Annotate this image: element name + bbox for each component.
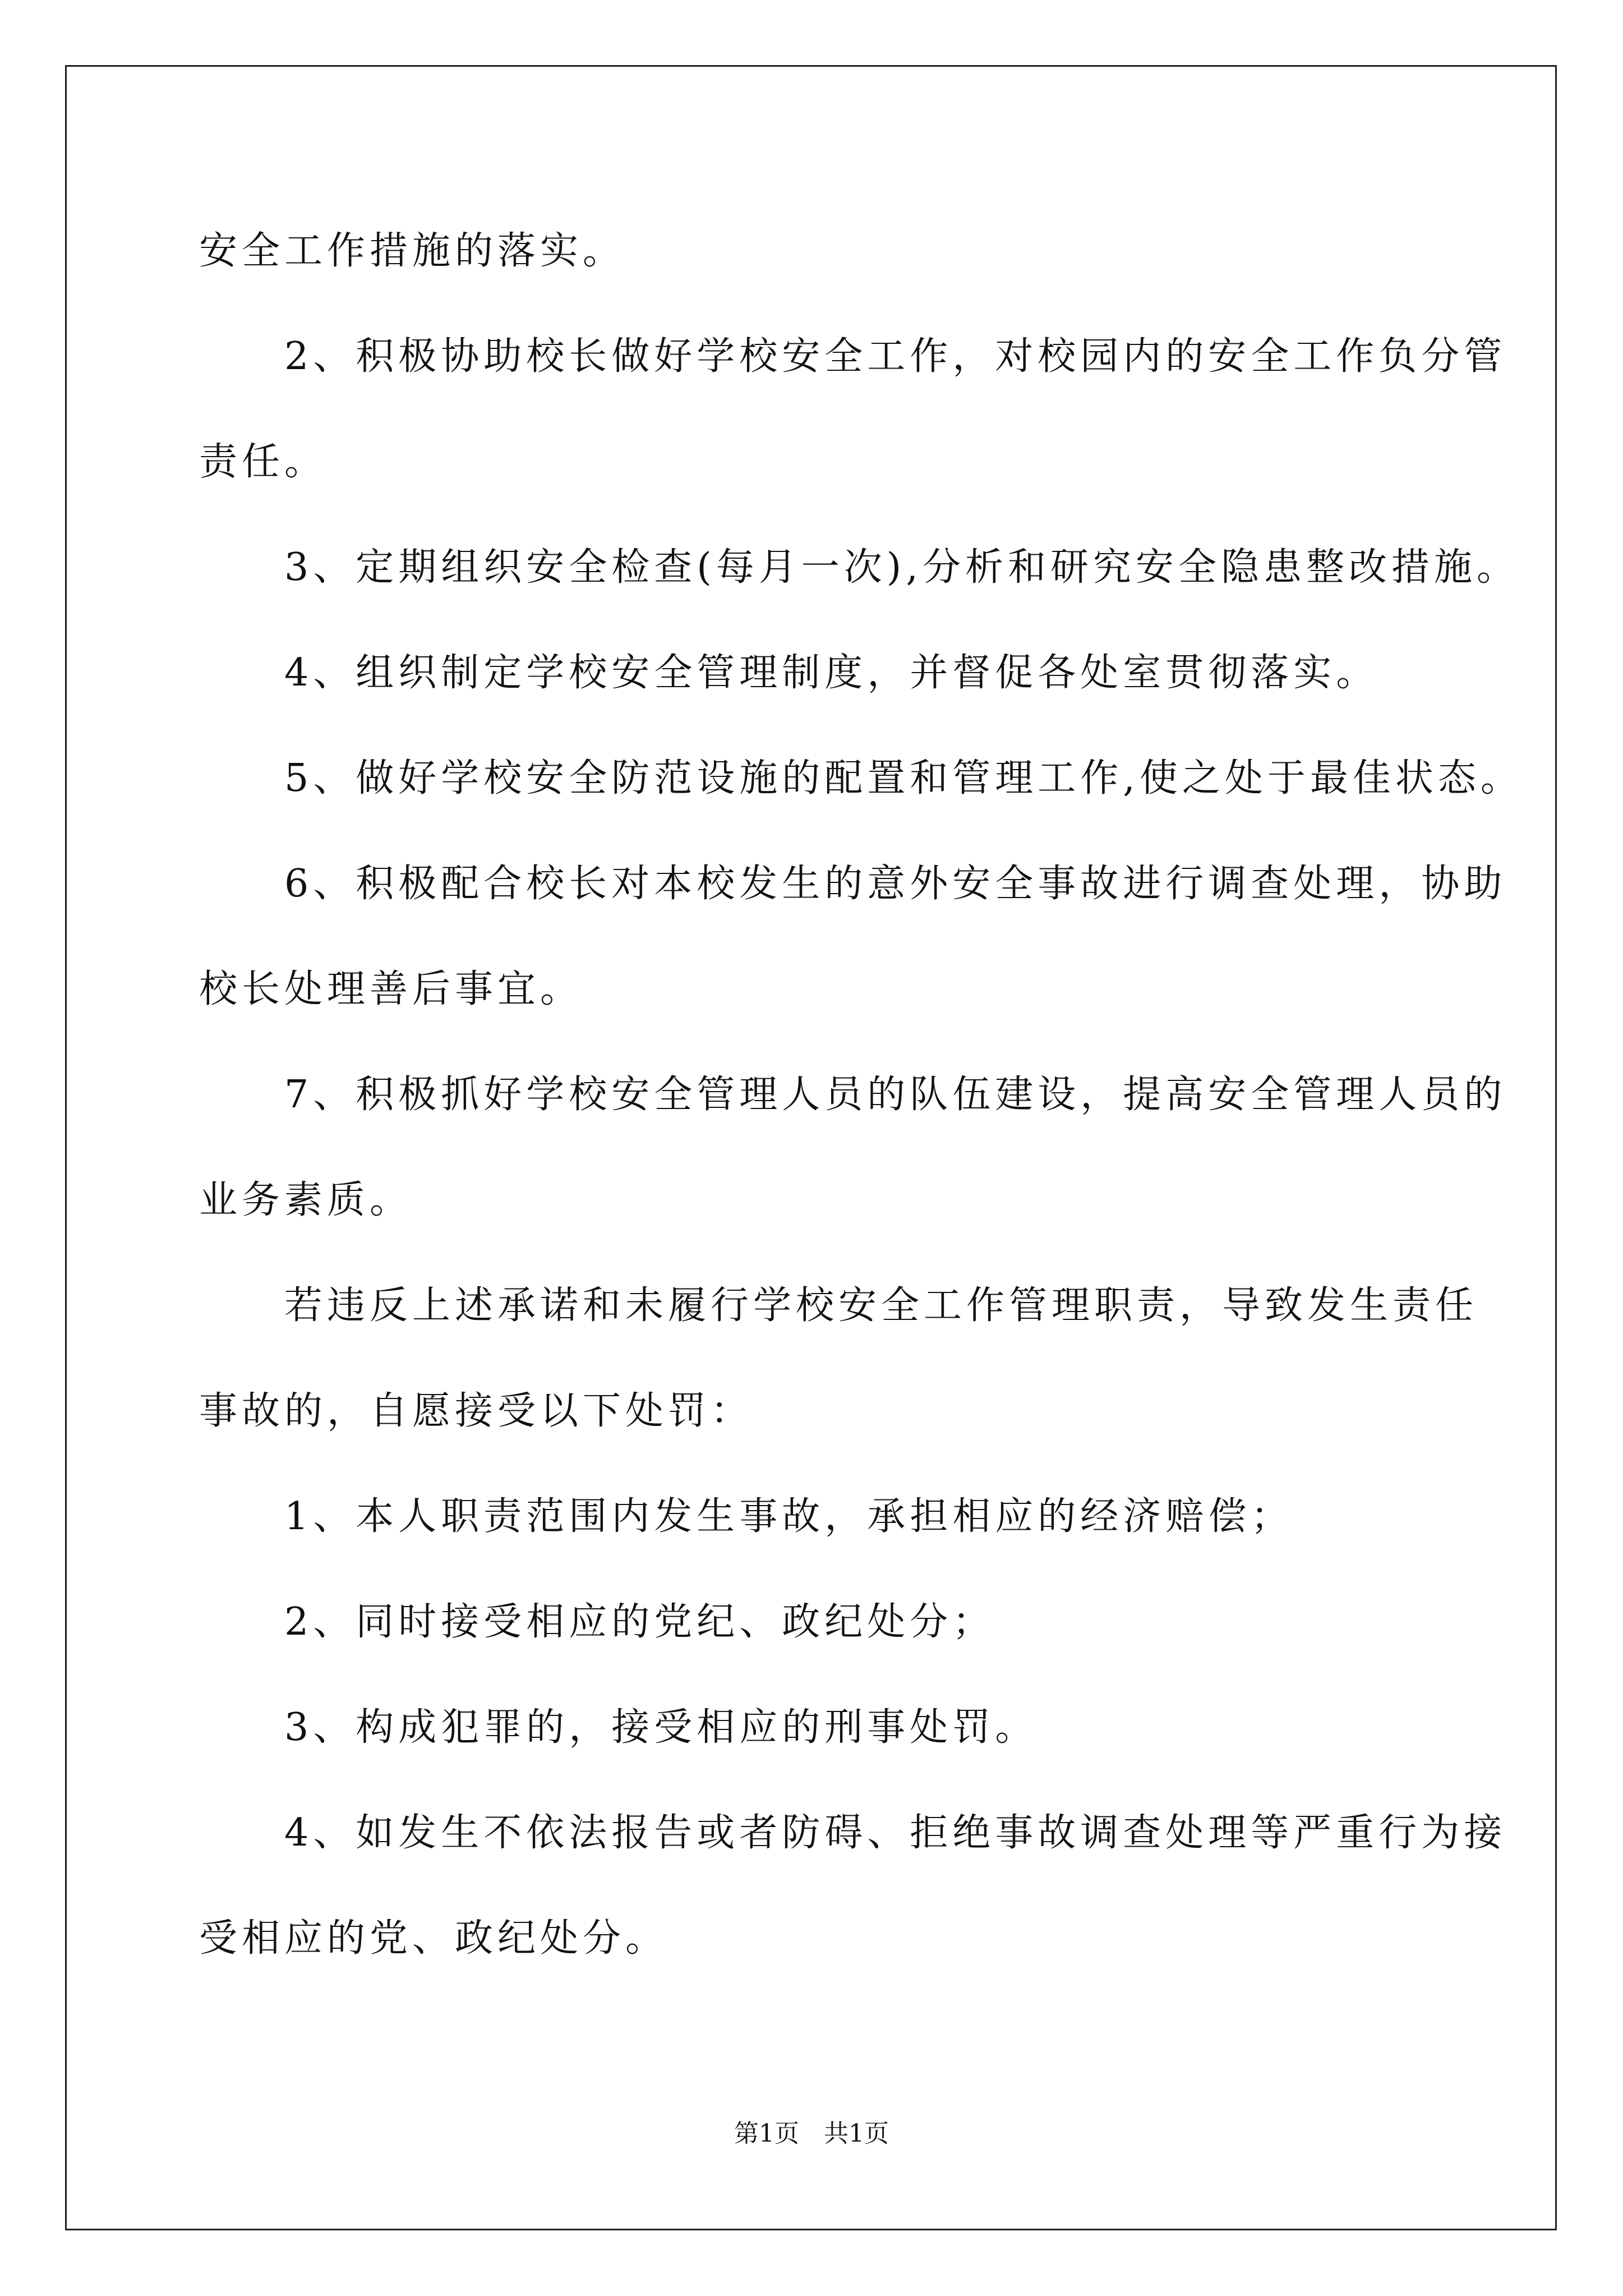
text-line: 7、积极抓好学校安全管理人员的队伍建设，提高安全管理人员的 <box>199 1073 1507 1117</box>
text-line: 1、本人职责范围内发生事故，承担相应的经济赔偿； <box>199 1494 1294 1539</box>
text-line: 事故的，自愿接受以下处罚： <box>199 1389 754 1433</box>
text-line: 安全工作措施的落实。 <box>199 229 626 273</box>
text-line: 4、如发生不依法报告或者防碍、拒绝事故调查处理等严重行为接 <box>199 1811 1507 1855</box>
text-line: 业务素质。 <box>199 1178 413 1222</box>
text-line: 2、同时接受相应的党纪、政纪处分； <box>199 1600 995 1644</box>
page-number: 第1页 共1页 <box>734 2119 889 2148</box>
text-line: 6、积极配合校长对本校发生的意外安全事故进行调查处理，协助 <box>199 862 1507 906</box>
text-line: 5、做好学校安全防范设施的配置和管理工作,使之处于最佳状态。 <box>199 756 1523 800</box>
text-line: 3、定期组织安全检查(每月一次),分析和研究安全隐患整改措施。 <box>199 545 1519 590</box>
page-border <box>65 65 1557 2230</box>
text-line: 受相应的党、政纪处分。 <box>199 1916 668 1961</box>
text-line: 校长处理善后事宜。 <box>199 967 583 1011</box>
text-line: 责任。 <box>199 440 328 484</box>
text-line: 2、积极协助校长做好学校安全工作，对校园内的安全工作负分管 <box>199 334 1507 379</box>
text-line: 若违反上述承诺和未履行学校安全工作管理职责，导致发生责任 <box>199 1283 1478 1328</box>
text-line: 3、构成犯罪的，接受相应的刑事处罚。 <box>199 1705 1038 1750</box>
text-line: 4、组织制定学校安全管理制度，并督促各处室贯彻落实。 <box>199 651 1379 695</box>
